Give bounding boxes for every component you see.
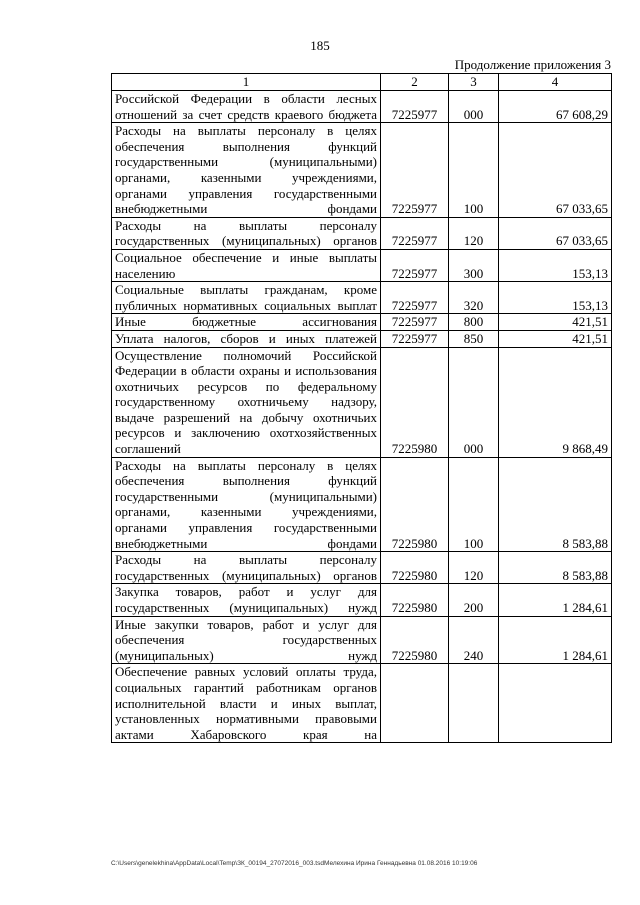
continuation-label: Продолжение приложения 3 xyxy=(454,57,611,72)
row-expense-type: 120 xyxy=(449,217,499,249)
row-description: Осуществление полномочий Российской Федерации в области охраны и использования охотничьих ресурсов по федеральному государственному охотничьему надзору, выдаче разрешений на добычу охотничьих ресурсов и заключению охотхозяйственных соглашений xyxy=(112,347,381,457)
row-target-code: 7225977 xyxy=(381,282,449,314)
row-target-code: 7225977 xyxy=(381,314,449,331)
row-target-code: 7225980 xyxy=(381,347,449,457)
row-expense-type: 300 xyxy=(449,249,499,281)
row-description: Иные закупки товаров, работ и услуг для обеспечения государственных (муниципальных) нужд xyxy=(112,616,381,664)
row-description: Расходы на выплаты персоналу государственных (муниципальных) органов xyxy=(112,217,381,249)
row-amount: 1 284,61 xyxy=(499,584,612,616)
header-col-4: 4 xyxy=(499,74,612,91)
row-expense-type: 100 xyxy=(449,123,499,218)
row-amount: 421,51 xyxy=(499,330,612,347)
table-row xyxy=(112,584,612,616)
row-target-code: 7225977 xyxy=(381,123,449,218)
row-amount: 8 583,88 xyxy=(499,457,612,552)
row-description: Обеспечение равных условий оплаты труда, социальных гарантий работникам органов исполнительной власти и иных выплат, установленных нормативными правовыми актами Хабаровского края на xyxy=(112,664,381,743)
row-expense-type: 000 xyxy=(449,347,499,457)
row-expense-type: 800 xyxy=(449,314,499,331)
row-amount: 67 033,65 xyxy=(499,217,612,249)
row-target-code xyxy=(381,664,449,743)
row-target-code: 7225977 xyxy=(381,91,449,123)
row-amount: 9 868,49 xyxy=(499,347,612,457)
table-row xyxy=(112,314,612,331)
row-expense-type: 320 xyxy=(449,282,499,314)
row-expense-type: 000 xyxy=(449,91,499,123)
table-header-row xyxy=(112,74,612,91)
row-amount: 421,51 xyxy=(499,314,612,331)
row-target-code: 7225977 xyxy=(381,330,449,347)
row-description: Социальные выплаты гражданам, кроме публичных нормативных социальных выплат xyxy=(112,282,381,314)
row-target-code: 7225980 xyxy=(381,584,449,616)
file-path-footer: C:\Users\genelekhina\AppData\Local\Temp\ЗК_00194_27072016_003.tsdМелехина Ирина Геннадьевна 01.08.2016 10:19:06 xyxy=(111,860,478,867)
row-description: Закупка товаров, работ и услуг для государственных (муниципальных) нужд xyxy=(112,584,381,616)
row-description: Российской Федерации в области лесных отношений за счет средств краевого бюджета xyxy=(112,91,381,123)
row-target-code: 7225980 xyxy=(381,457,449,552)
row-description: Расходы на выплаты персоналу в целях обеспечения выполнения функций государственными (муниципальными) органами, казенными учреждениями, органами управления государственными внебюджетными фондами xyxy=(112,123,381,218)
row-description: Расходы на выплаты персоналу в целях обеспечения выполнения функций государственными (муниципальными) органами, казенными учреждениями, органами управления государственными внебюджетными фондами xyxy=(112,457,381,552)
header-col-2: 2 xyxy=(381,74,449,91)
table-row xyxy=(112,552,612,584)
row-expense-type xyxy=(449,664,499,743)
row-expense-type: 100 xyxy=(449,457,499,552)
table-row xyxy=(112,347,612,457)
table-row xyxy=(112,664,612,743)
row-target-code: 7225977 xyxy=(381,249,449,281)
table-row xyxy=(112,249,612,281)
table-row xyxy=(112,282,612,314)
table-row xyxy=(112,91,612,123)
row-expense-type: 120 xyxy=(449,552,499,584)
row-amount: 1 284,61 xyxy=(499,616,612,664)
row-expense-type: 240 xyxy=(449,616,499,664)
row-expense-type: 850 xyxy=(449,330,499,347)
row-description: Социальное обеспечение и иные выплаты населению xyxy=(112,249,381,281)
table-row xyxy=(112,457,612,552)
row-target-code: 7225980 xyxy=(381,552,449,584)
page-number: 185 xyxy=(310,38,330,53)
row-amount: 153,13 xyxy=(499,282,612,314)
header-col-1: 1 xyxy=(112,74,381,91)
row-expense-type: 200 xyxy=(449,584,499,616)
row-amount xyxy=(499,664,612,743)
table-row xyxy=(112,123,612,218)
row-description: Уплата налогов, сборов и иных платежей xyxy=(112,330,381,347)
row-target-code: 7225980 xyxy=(381,616,449,664)
row-amount: 8 583,88 xyxy=(499,552,612,584)
table-row xyxy=(112,330,612,347)
row-amount: 67 033,65 xyxy=(499,123,612,218)
row-amount: 67 608,29 xyxy=(499,91,612,123)
table-row xyxy=(112,616,612,664)
budget-table xyxy=(111,73,612,743)
row-amount: 153,13 xyxy=(499,249,612,281)
header-col-3: 3 xyxy=(449,74,499,91)
row-target-code: 7225977 xyxy=(381,217,449,249)
row-description: Расходы на выплаты персоналу государственных (муниципальных) органов xyxy=(112,552,381,584)
row-description: Иные бюджетные ассигнования xyxy=(112,314,381,331)
table-row xyxy=(112,217,612,249)
